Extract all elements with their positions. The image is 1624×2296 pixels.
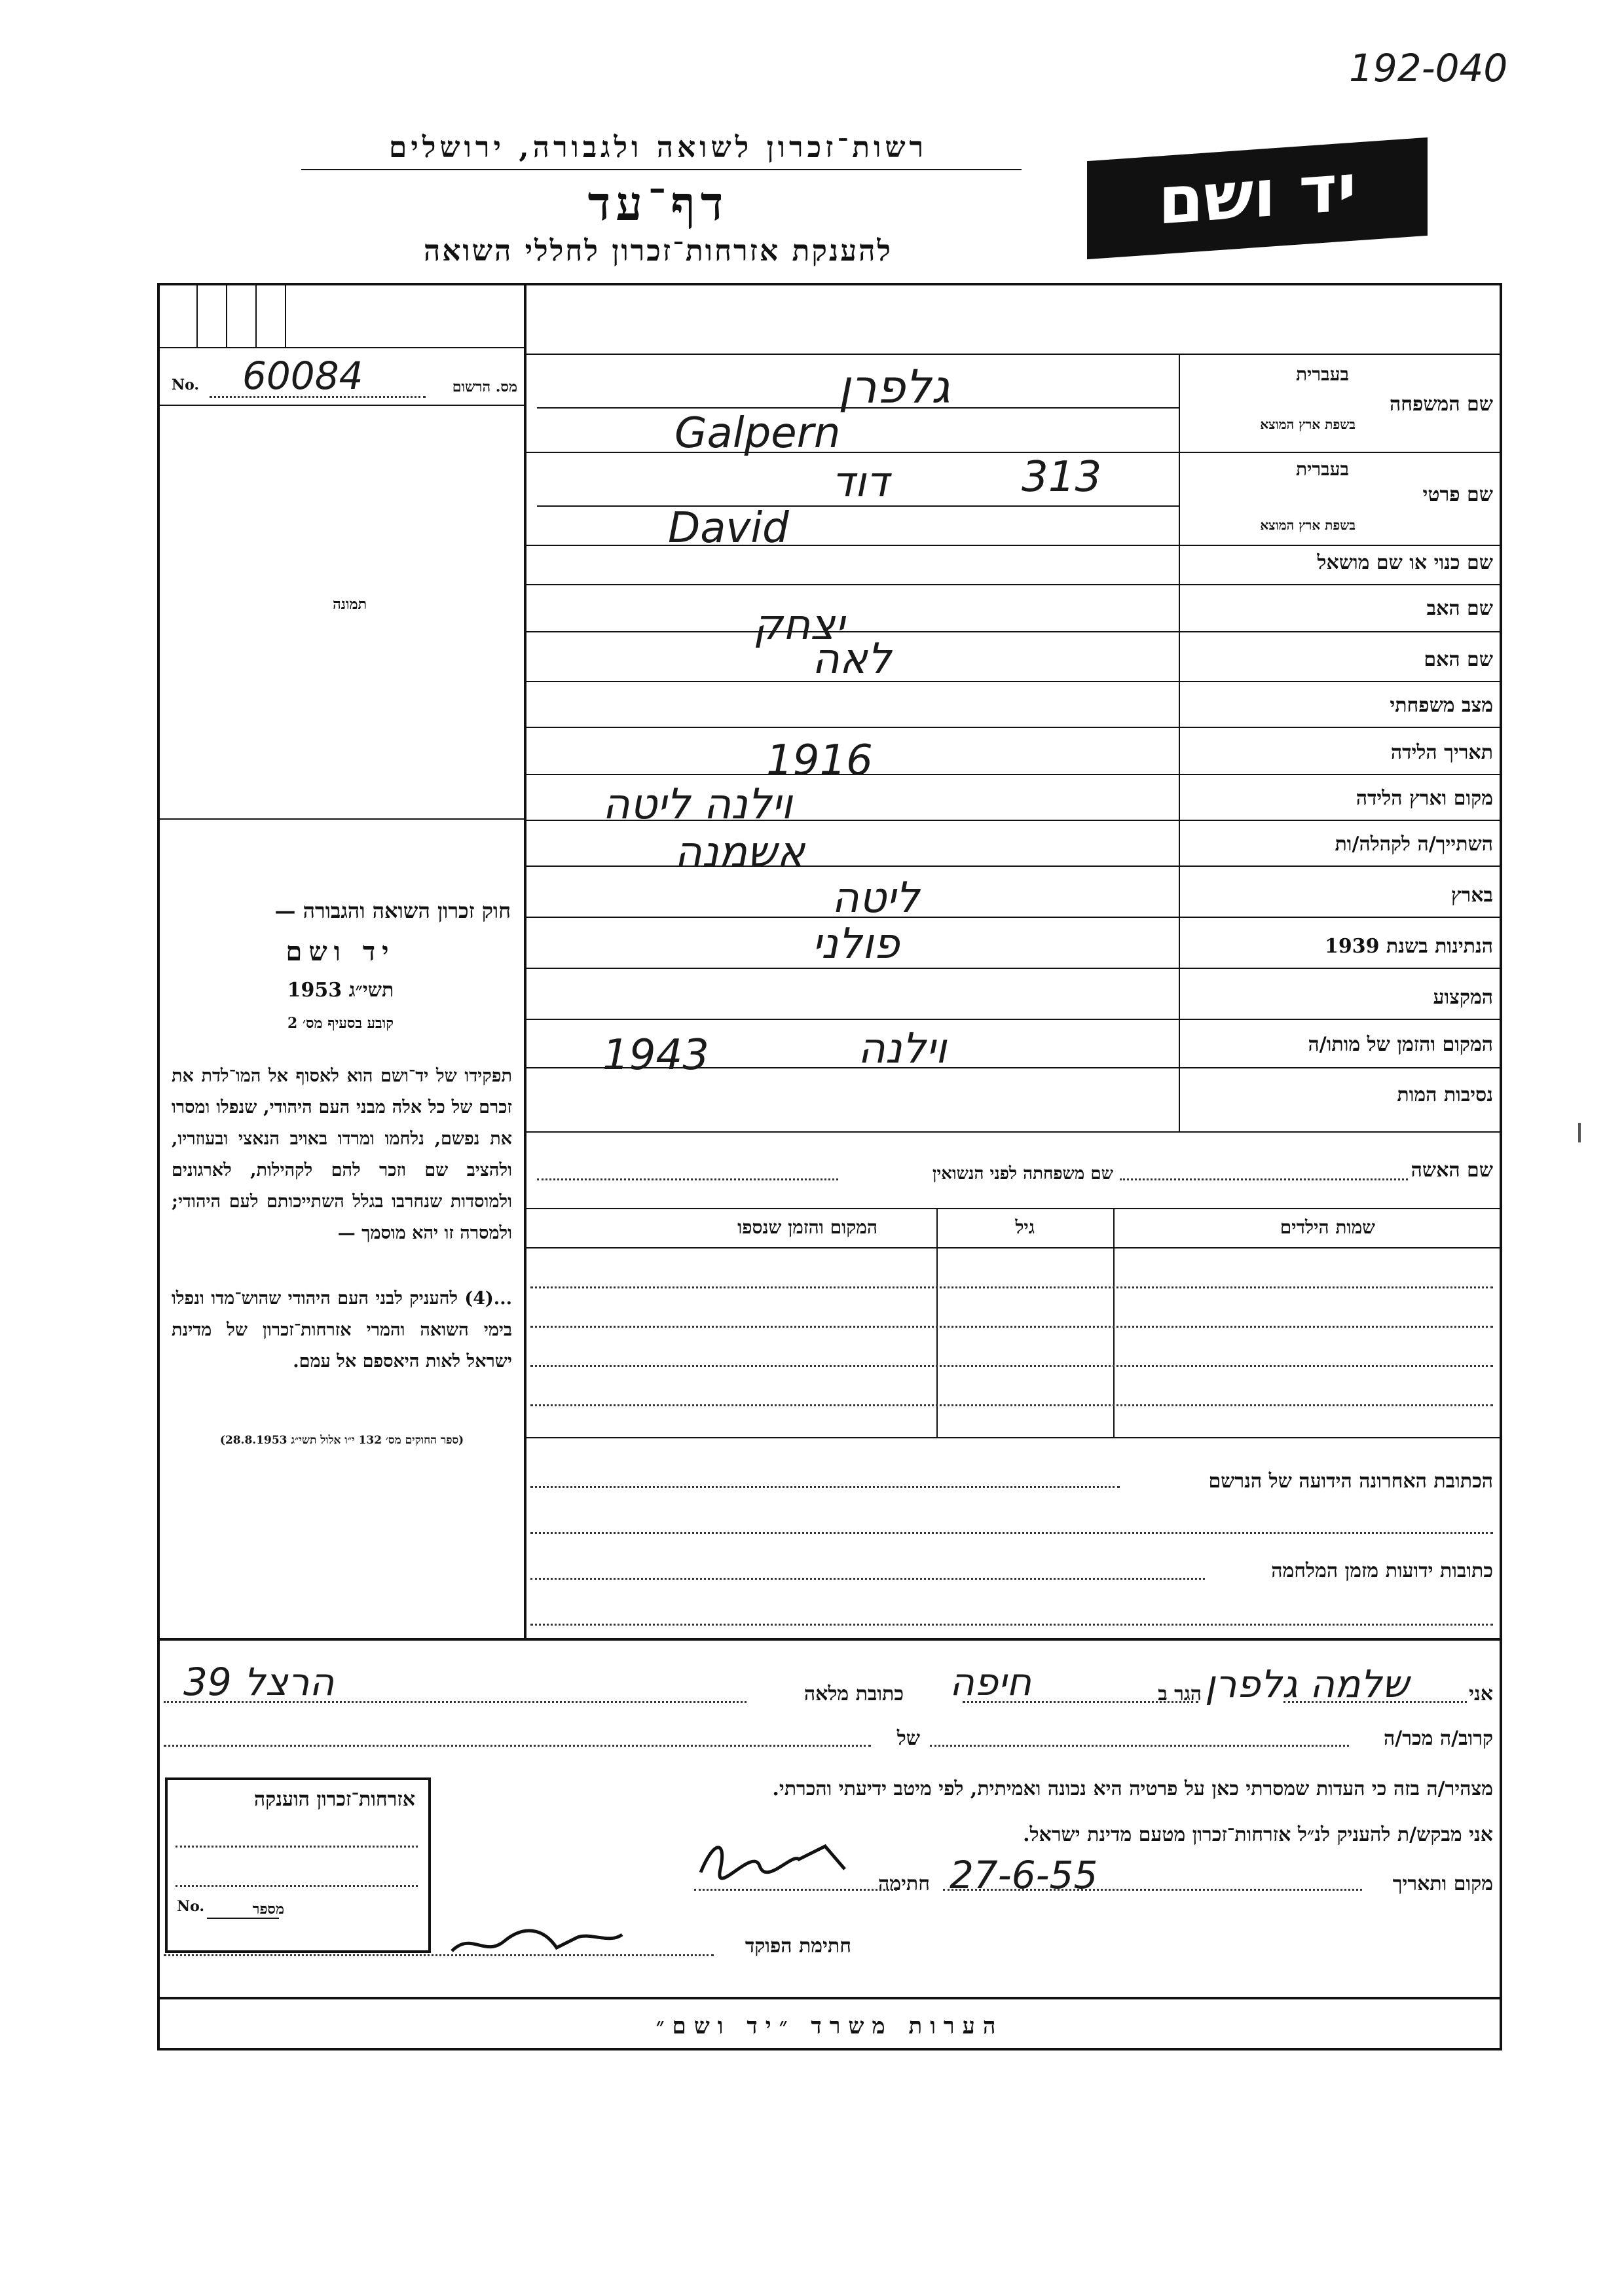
label-col-divider: [1179, 354, 1180, 1131]
deathcirc-bottom: [524, 1131, 1500, 1133]
first-hebrew-number: 313: [1022, 453, 1102, 501]
wife-maiden-label: שם משפחתה לפני הנשואין: [932, 1164, 1113, 1184]
deathyear-value: 1943: [602, 1031, 709, 1080]
logo-text: יד ושם: [1158, 149, 1357, 240]
officer-label: חתימת הפוקד: [745, 1935, 851, 1958]
declarant-date: 27-6-55: [950, 1853, 1098, 1897]
request-text: אני מבקש/ת להעניק לנ״ל אזרחות־זכרון מטעם מדינת ישראל.: [1023, 1823, 1493, 1846]
reg-number: 60084: [242, 354, 363, 398]
left-col-divider: [524, 283, 526, 1638]
country-bottom: [524, 917, 1500, 918]
photo-label: תמונה: [333, 596, 367, 613]
officer-dots: [164, 1954, 714, 1956]
declarant-full-address: כתובת מלאה: [803, 1683, 904, 1705]
cert-box-title: אזרחות־זכרון הוענקה: [253, 1788, 415, 1811]
birthplace-label: מקום וארץ הלידה: [1356, 787, 1493, 810]
birthplace-value: וילנה ליטה: [602, 780, 792, 829]
father-bottom: [524, 631, 1500, 632]
community-bottom: [524, 866, 1500, 867]
deathplace-label: המקום והזמן של מותו/ה: [1308, 1033, 1493, 1056]
wife-label: שם האשה: [1411, 1159, 1493, 1182]
frame-right: [1500, 283, 1502, 2050]
footer-divider: [157, 1997, 1502, 1999]
family-hebrew-value: גלפרן: [838, 360, 950, 414]
law-body-2: ...(4) להעניק לבני העם היהודי שהוש־מדו ונפלו בימי השואה והמרי אזרחות־זכרון של מדינת ישראל לאות היאספם אל עמם.: [172, 1288, 512, 1372]
mother-label: שם האם: [1424, 648, 1493, 671]
wartime-address-dots-2: [530, 1624, 1493, 1626]
declarant-name: שלמה גלפרן: [1205, 1662, 1409, 1706]
law-name: יד ושם: [286, 936, 396, 967]
org-underline: [301, 169, 1022, 170]
box-div-3: [255, 283, 257, 347]
family-hebrew-label: בעברית: [1295, 363, 1349, 385]
certificate-box: [165, 1777, 431, 1953]
children-age-header: גיל: [1015, 1216, 1035, 1238]
org-name: רשות־זכרון לשואה ולגבורה, ירושלים: [388, 131, 928, 164]
margin-mark: [1578, 1123, 1581, 1142]
yad-vashem-logo: [1087, 137, 1428, 259]
birthdate-value: 1916: [766, 737, 873, 785]
form-title: דף־עד: [587, 175, 729, 231]
declarant-street: הרצל 39: [183, 1660, 335, 1704]
last-address-dots: [530, 1486, 1120, 1488]
cert-box-dots-1: [175, 1846, 418, 1848]
children-col-2: [936, 1208, 938, 1437]
children-top: [524, 1208, 1500, 1209]
law-clause: קובע בסעיף מס׳ 2: [287, 1015, 394, 1032]
cert-box-no-he: מספר: [252, 1901, 284, 1918]
family-origin-value: Galpern: [674, 409, 841, 458]
children-row-4: [530, 1404, 1493, 1406]
relative-dots: [930, 1745, 1349, 1747]
declarant-top: [157, 1638, 1502, 1641]
family-name-label: שם המשפחה: [1389, 393, 1493, 416]
citizenship-label: הנתינות בשנת 1939: [1324, 935, 1493, 958]
nickname-label: שם כנוי או שם מושאל: [1317, 551, 1493, 574]
children-row-1: [530, 1286, 1493, 1288]
children-bottom: [524, 1437, 1500, 1438]
children-header-bottom: [524, 1247, 1500, 1248]
community-label: השתייך/ה לקהלה/ות: [1335, 833, 1493, 856]
birthdate-bottom: [524, 774, 1500, 775]
law-body-1: תפקידו של יד־ושם הוא לאסוף אל המו־לדת את זכרם של כל אלה מבני העם היהודי, שנפלו ומסרו את נפשם, נלחמו ומרדו באויב הנאצי ובעוזריו, ולהציב שם וזכר להם לקהילות, לארגונים ולמוסדות שנחרבו בגלל השתייכותם לעם היהודי; ולמסרה זו יהא מוסמך —: [172, 1066, 512, 1243]
community-value: אשמנה: [674, 828, 805, 877]
country-value: ליטה: [832, 874, 919, 922]
wartime-address-dots: [530, 1578, 1205, 1580]
place-date-label: מקום ותאריך: [1392, 1872, 1493, 1895]
nickname-bottom: [524, 584, 1500, 585]
marital-bottom: [524, 727, 1500, 728]
footer-notes: הערות משרד ״יד ושם״: [655, 2013, 1004, 2039]
archive-number: 192-040: [1349, 46, 1508, 90]
last-address-label: הכתובת האחרונה הידועה של הנרשם: [1208, 1470, 1493, 1493]
declarant-resides: הגר ב: [1158, 1683, 1202, 1705]
cert-box-dots-2: [175, 1885, 418, 1887]
signature-label: חתימה: [878, 1872, 930, 1895]
declarant-signature: [694, 1833, 851, 1892]
relative-of: של: [896, 1727, 920, 1750]
reg-label-he: מס. הרשום: [452, 378, 517, 395]
mother-value: לאה: [812, 635, 891, 683]
first-name-label: שם פרטי: [1422, 483, 1493, 506]
relative-label: קרוב/ה מכר/ה: [1384, 1727, 1493, 1750]
box-div-2: [226, 283, 227, 347]
fields-top: [524, 354, 1500, 355]
last-address-dots-2: [530, 1532, 1493, 1534]
reg-bottom: [157, 405, 524, 406]
marital-label: מצב משפחתי: [1390, 694, 1493, 717]
family-bottom: [524, 452, 1500, 453]
frame-top: [157, 283, 1502, 285]
wartime-address-label: כתובות ידועות מזמן המלחמה: [1271, 1559, 1493, 1582]
first-origin-label: בשפת ארץ המוצא: [1260, 517, 1356, 533]
box-div-1: [196, 283, 198, 347]
first-hebrew-label: בעברית: [1295, 458, 1349, 480]
children-names-header: שמות הילדים: [1280, 1216, 1375, 1238]
first-hebrew-value: דוד: [832, 458, 889, 507]
occupation-label: המקצוע: [1433, 986, 1493, 1009]
children-row-3: [530, 1365, 1493, 1367]
cert-box-no-en: No.: [177, 1898, 205, 1915]
family-origin-label: בשפת ארץ המוצא: [1260, 416, 1356, 432]
cert-box-no-line: [207, 1918, 279, 1919]
declarant-city: חיפה: [950, 1660, 1031, 1704]
form-subtitle: להענקת אזרחות־זכרון לחללי השואה: [423, 234, 893, 268]
children-col-1: [1113, 1208, 1115, 1437]
statement-text: מצהיר/ה בזה כי העדות שמסרתי כאן על פרטיה היא נכונה ואמיתית, לפי מיטב ידיעתי והכרתי.: [772, 1777, 1493, 1800]
wife-maiden-dots: [537, 1178, 838, 1180]
occupation-bottom: [524, 1019, 1500, 1020]
first-origin-value: David: [668, 504, 789, 553]
photo-bottom: [157, 818, 524, 820]
law-title: חוק זכרון השואה והגבורה —: [274, 898, 511, 923]
country-label: בארץ: [1450, 884, 1493, 907]
deathcirc-label: נסיבות המות: [1397, 1084, 1493, 1106]
declarant-i: אני: [1469, 1683, 1493, 1705]
citizenship-value: פולני: [812, 920, 900, 968]
children-row-2: [530, 1326, 1493, 1328]
birthdate-label: תאריך הלידה: [1390, 741, 1493, 764]
reg-label-en: No.: [172, 376, 200, 393]
father-value: יצחק: [753, 601, 845, 649]
mother-bottom: [524, 681, 1500, 682]
law-source: (ספר החוקים מס׳ 132 י״ו אלול תשי״ג 28.8.1953): [219, 1434, 464, 1447]
officer-signature: [445, 1918, 629, 1971]
children-death-header: המקום והזמן שנספו: [737, 1216, 877, 1238]
relative-of-dots: [164, 1745, 871, 1747]
frame-left: [157, 283, 160, 2050]
box-div-4: [285, 283, 286, 347]
citizenship-bottom: [524, 968, 1500, 969]
father-label: שם האב: [1426, 597, 1493, 620]
deathplace-value: וילנה: [858, 1025, 947, 1073]
frame-bottom: [157, 2048, 1502, 2050]
law-year: תשי״ג 1953: [287, 979, 394, 1002]
boxes-bottom: [157, 347, 524, 348]
wife-dots: [1120, 1178, 1408, 1180]
